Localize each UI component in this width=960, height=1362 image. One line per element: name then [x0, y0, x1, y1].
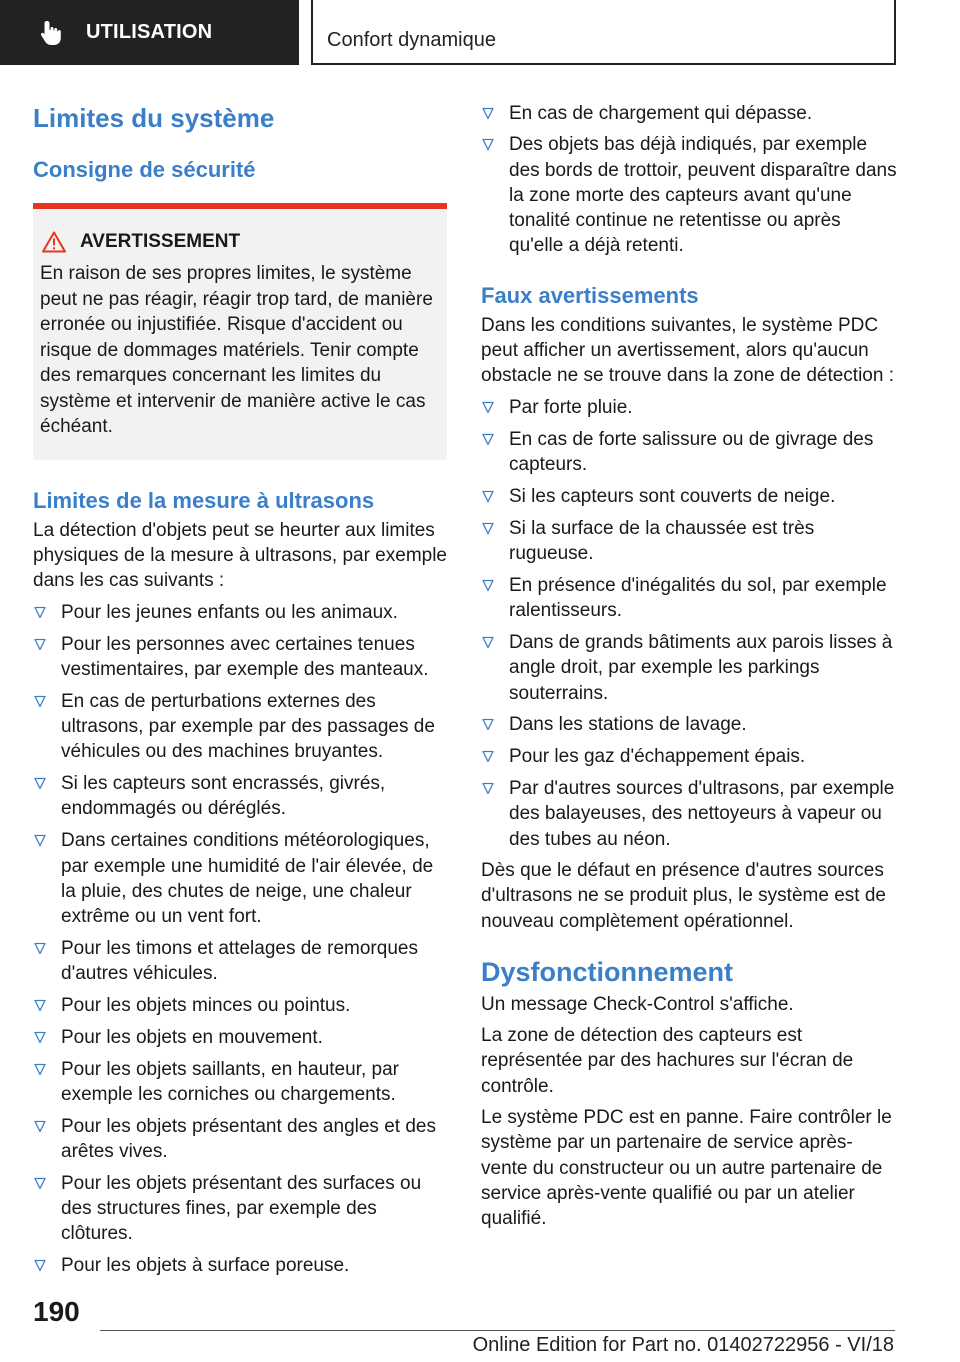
triangle-bullet-icon	[34, 1031, 46, 1044]
heading-system-limits: Limites du système	[33, 103, 275, 133]
list-item-text: En cas de chargement qui dépasse.	[509, 102, 813, 124]
list-item-text: Pour les objets en mouvement.	[61, 1026, 323, 1048]
triangle-bullet-icon	[34, 1120, 46, 1133]
list-item-text: Pour les jeunes enfants ou les animaux.	[61, 601, 398, 623]
list-item-text: Pour les objets présentant des angles et des arêtes vives.	[61, 1115, 436, 1163]
continued-list	[481, 101, 897, 259]
list-item	[33, 828, 447, 929]
list-item-text: Pour les objets à surface poreuse.	[61, 1255, 350, 1277]
triangle-bullet-icon	[482, 433, 494, 446]
triangle-bullet-icon	[482, 782, 494, 795]
list-item	[33, 1253, 447, 1278]
warning-triangle-icon	[42, 231, 66, 253]
chapter-title: Confort dynamique	[327, 29, 496, 51]
list-item	[481, 712, 897, 737]
list-item	[481, 630, 897, 706]
triangle-bullet-icon	[482, 107, 494, 120]
false-warnings-outro: Dès que le défaut en présence d'autres sources d'ultrasons ne se produit plus, le système est de nouveau complètement opérationnel.	[481, 859, 886, 932]
list-item-text: Dans certaines conditions météorologiques, par exemple une humidité de l'air élevée, de la pluie, des chutes de neige, une chaleur extrême ou un vent fort.	[61, 830, 434, 928]
triangle-bullet-icon	[34, 834, 46, 847]
ultrasound-intro: La détection d'objets peut se heurter aux limites physiques de la mesure à ultrasons, par exemple dans les cas suivants :	[33, 519, 448, 592]
triangle-bullet-icon	[482, 401, 494, 414]
heading-false-warnings: Faux avertissements	[481, 282, 699, 308]
malfunction-text-1: Un message Check-Control s'affiche.	[481, 993, 794, 1015]
list-item	[481, 776, 897, 852]
triangle-bullet-icon	[34, 638, 46, 651]
page-number: 190	[33, 1296, 80, 1327]
list-item	[481, 395, 897, 420]
list-item	[33, 1057, 447, 1108]
section-label: UTILISATION	[86, 21, 213, 43]
triangle-bullet-icon	[34, 999, 46, 1012]
list-item	[481, 484, 897, 509]
list-item-text: Des objets bas déjà indiqués, par exemple des bords de trottoir, peuvent disparaître dans la zone morte des capteurs avant qu'une tonalité continue ne retentisse ou après qu'elle a déjà retenti.	[509, 134, 897, 257]
triangle-bullet-icon	[482, 636, 494, 649]
left-column	[33, 100, 447, 1279]
triangle-bullet-icon	[482, 490, 494, 503]
list-item	[481, 132, 897, 258]
list-item	[33, 1025, 447, 1050]
list-item	[481, 427, 897, 478]
hand-touch-icon	[36, 18, 66, 48]
list-item-text: En présence d'inégalités du sol, par exemple ralentisseurs.	[509, 574, 887, 622]
heading-safety: Consigne de sécurité	[33, 157, 256, 182]
list-item	[33, 632, 447, 683]
list-item-text: Pour les objets saillants, en hauteur, par exemple les corniches ou chargements.	[61, 1058, 399, 1105]
list-item	[33, 1171, 447, 1247]
triangle-bullet-icon	[34, 1063, 46, 1076]
list-item-text: Si les capteurs sont couverts de neige.	[509, 486, 836, 508]
heading-ultrasound-limits: Limites de la mesure à ultrasons	[33, 487, 375, 513]
triangle-bullet-icon	[34, 695, 46, 708]
list-item-text: Pour les personnes avec certaines tenues vestimentaires, par exemple des manteaux.	[61, 633, 429, 680]
list-item-text: Pour les objets minces ou pointus.	[61, 995, 351, 1017]
triangle-bullet-icon	[34, 606, 46, 619]
triangle-bullet-icon	[482, 718, 494, 731]
list-item	[33, 1114, 447, 1165]
warning-text: En raison de ses propres limites, le système peut ne pas réagir, réagir trop tard, de manière erronée ou injustifiée. Risque d'accident ou risque de dommages matériels. Tenir compte des remarques concernant les limites du système et intervenir de manière active le cas échéant.	[40, 263, 433, 437]
list-item-text: Pour les gaz d'échappement épais.	[509, 746, 806, 768]
false-warnings-list	[481, 395, 897, 852]
triangle-bullet-icon	[34, 942, 46, 955]
list-item	[33, 600, 447, 625]
triangle-bullet-icon	[482, 750, 494, 763]
warning-box	[33, 203, 447, 460]
list-item-text: Dans les stations de lavage.	[509, 714, 747, 736]
false-warnings-intro: Dans les conditions suivantes, le système PDC peut afficher un avertissement, alors qu'aucun obstacle ne se trouve dans la zone de détection :	[481, 314, 894, 387]
malfunction-text-2: La zone de détection des capteurs est représentée par des hachures sur l'écran de contrôle.	[481, 1025, 854, 1097]
triangle-bullet-icon	[34, 1177, 46, 1190]
list-item	[481, 101, 897, 126]
section-tab	[0, 0, 299, 65]
list-item-text: En cas de forte salissure ou de givrage des capteurs.	[509, 428, 874, 476]
malfunction-text-3: Le système PDC est en panne. Faire contrôler le système par un partenaire de service après-vente du constructeur ou un autre partenaire de service après-vente qualifié ou par un atelier qualifié.	[481, 1107, 892, 1230]
list-item-text: Dans de grands bâtiments aux parois lisses à angle droit, par exemple les parkings souterrains.	[509, 632, 893, 704]
list-item	[33, 936, 447, 987]
triangle-bullet-icon	[34, 777, 46, 790]
footer-edition: Online Edition for Part no. 01402722956 - VI/18	[472, 1334, 894, 1356]
warning-label: AVERTISSEMENT	[80, 231, 241, 252]
triangle-bullet-icon	[34, 1259, 46, 1272]
triangle-bullet-icon	[482, 579, 494, 592]
list-item-text: Pour les objets présentant des surfaces ou des structures fines, par exemple des clôtures.	[61, 1172, 422, 1245]
heading-malfunction: Dysfonctionnement	[481, 956, 734, 987]
list-item-text: Par d'autres sources d'ultrasons, par exemple des balayeuses, des nettoyeurs à vapeur ou des tubes au néon.	[509, 778, 895, 850]
list-item	[33, 993, 447, 1018]
list-item-text: Pour les timons et attelages de remorques d'autres véhicules.	[61, 937, 418, 985]
ultrasound-limits-list	[33, 600, 447, 1279]
list-item	[481, 744, 897, 769]
triangle-bullet-icon	[482, 522, 494, 535]
list-item-text: Si la surface de la chaussée est très rugueuse.	[509, 517, 815, 565]
list-item	[481, 573, 897, 624]
list-item-text: En cas de perturbations externes des ultrasons, par exemple par des passages de véhicules ou des machines bruyantes.	[61, 690, 435, 763]
list-item-text: Si les capteurs sont encrassés, givrés, endommagés ou déréglés.	[61, 773, 386, 820]
list-item	[481, 516, 897, 567]
list-item	[33, 771, 447, 822]
footer-divider	[100, 1330, 895, 1331]
chapter-header	[311, 0, 896, 65]
triangle-bullet-icon	[482, 138, 494, 151]
list-item-text: Par forte pluie.	[509, 397, 633, 419]
right-column	[481, 100, 897, 1231]
list-item	[33, 689, 447, 765]
